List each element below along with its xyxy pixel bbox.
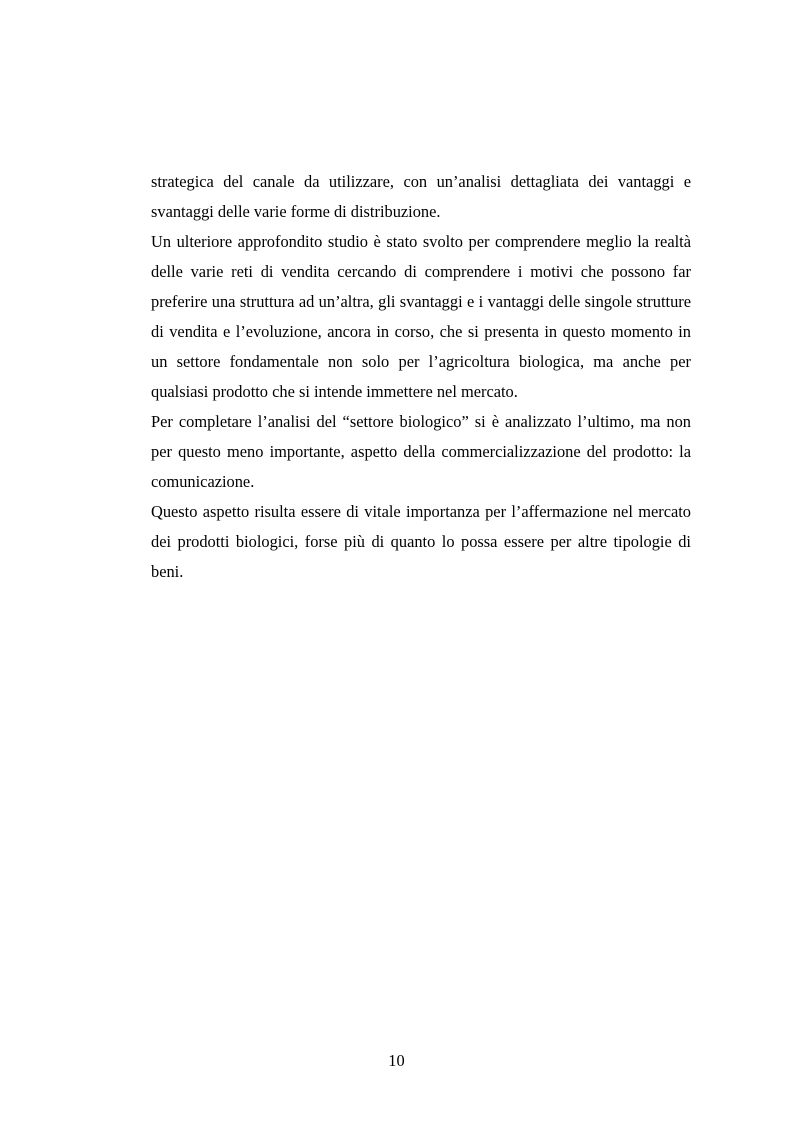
paragraph-communication-intro: Per completare l’analisi del “settore biologico” si è analizzato l’ultimo, ma non per questo meno importante, aspetto della commercializzazione del prodotto: la comunicazione. — [151, 412, 691, 491]
body-text — [151, 167, 691, 587]
paragraph-distribution-analysis: strategica del canale da utilizzare, con un’analisi dettagliata dei vantaggi e svantaggi delle varie forme di distribuzione. — [151, 172, 691, 221]
page-number: 10 — [388, 1051, 405, 1070]
paragraph-communication-importance: Questo aspetto risulta essere di vitale importanza per l’affermazione nel mercato dei prodotti biologici, forse più di quanto lo possa essere per altre tipologie di beni. — [151, 502, 691, 581]
paragraph-sales-networks: Un ulteriore approfondito studio è stato svolto per comprendere meglio la realtà delle varie reti di vendita cercando di comprendere i motivi che possono far preferire una struttura ad un’altra, gli svantaggi e i vantaggi delle singole strutture di vendita e l’evoluzione, ancora in corso, che si presenta in questo momento in un settore fondamentale non solo per l’agricoltura biologica, ma anche per qualsiasi prodotto che si intende immettere nel mercato. — [151, 232, 691, 401]
